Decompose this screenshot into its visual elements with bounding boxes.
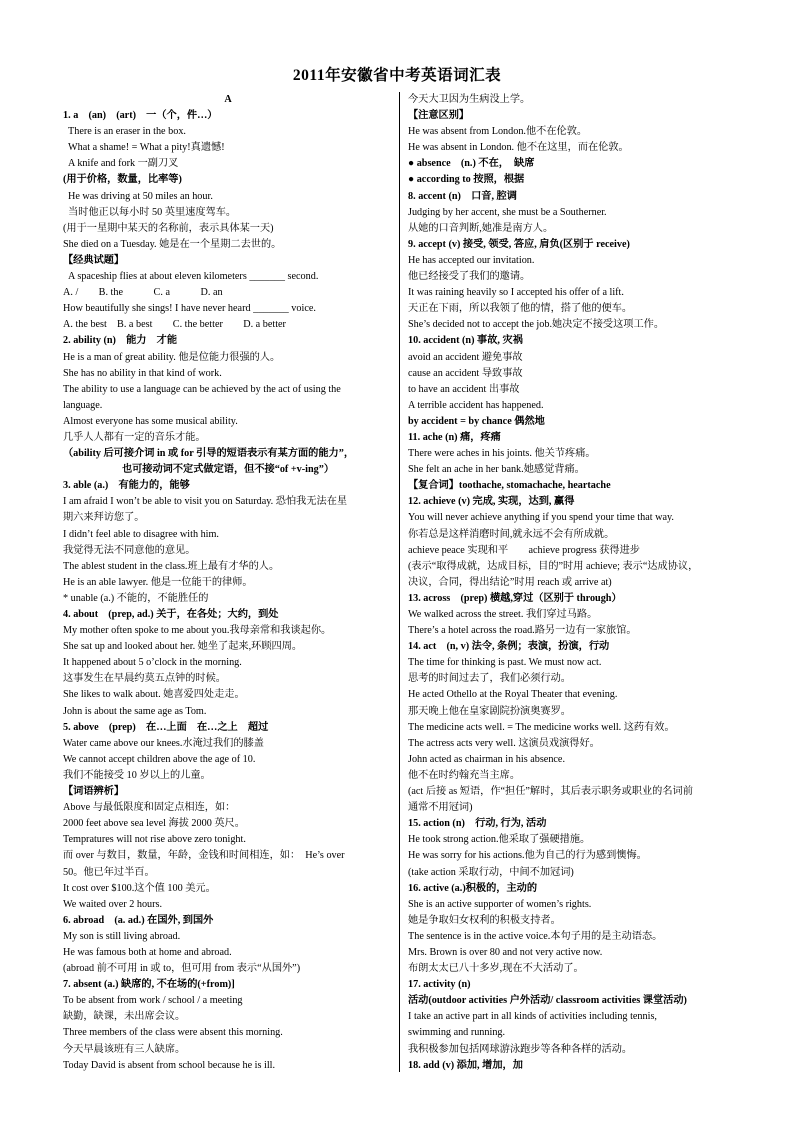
left-line: 6. abroad (a. ad.) 在国外, 到国外 [63, 914, 214, 926]
left-line: 50。他已年过半百。 [63, 866, 155, 878]
right-line: He was absent from London.他不在伦敦。 [408, 126, 588, 138]
right-line: He took strong action.他采取了强硬措施。 [408, 834, 591, 846]
right-column [408, 92, 733, 1074]
left-line: A. / B. the C. a D. an [63, 287, 223, 299]
right-line: 她是争取妇女权利的积极支持者。 [408, 914, 561, 926]
left-line: The ablest student in the class.班上最有才华的人。 [63, 560, 280, 572]
left-line: I didn’t feel able to disagree with him. [63, 528, 219, 540]
left-line: She died on a Tuesday. 她是在一个星期二去世的。 [63, 238, 282, 250]
right-line: 15. action (n) 行动, 行为, 活动 [408, 818, 547, 830]
right-line: 12. achieve (v) 完成, 实现，达到, 赢得 [408, 496, 575, 508]
left-line: A [224, 94, 232, 105]
right-line: by accident = by chance 偶然地 [408, 415, 545, 427]
left-line: 【词语辨析】 [63, 786, 125, 798]
left-line: 4. about (prep, ad.) 关于，在各处；大约，到处 [63, 609, 279, 620]
left-line: 期六来拜访您了。 [63, 512, 145, 524]
right-line: He acted Othello at the Royal Theater that evening. [408, 689, 618, 701]
left-line: 3. able (a.) 有能力的，能够 [63, 480, 190, 492]
left-line: Water came above our knees.水淹过我们的膝盖 [63, 737, 264, 749]
left-line: 这事发生在早晨约莫五点钟的时候。 [63, 673, 226, 685]
right-line: avoid an accident 避免事故 [408, 351, 523, 363]
left-line: We cannot accept children above the age of 10. [63, 753, 256, 765]
right-line: 我积极参加包括网球游泳跑步等各种各样的活动。 [408, 1043, 633, 1055]
right-line: We walked across the street. 我们穿过马路。 [408, 609, 598, 620]
right-line: 【复合词】toothache, stomachache, heartache [408, 480, 611, 492]
left-line: 【经典试题】 [63, 254, 125, 266]
right-line: 从她的口音判断,她准是南方人。 [408, 222, 554, 234]
right-line: 【注意区别】 [408, 110, 470, 122]
right-line: 16. active (a.)积极的，主动的 [408, 882, 538, 894]
left-line: He is a man of great ability. 他是位能力很强的人。 [63, 351, 281, 363]
left-line: 我觉得无法不同意他的意见。 [63, 544, 196, 556]
left-line: The ability to use a language can be achieved by the act of using the [63, 383, 341, 395]
right-line: 天正在下雨，所以我领了他的情，搭了他的便车。 [408, 303, 633, 315]
left-line: 今天早晨该班有三人缺席。 [63, 1043, 186, 1055]
left-line: 缺勤，缺课，未出席会议。 [63, 1011, 186, 1023]
right-line: It was raining heavily so I accepted his offer of a lift. [408, 287, 624, 299]
left-line: language. [63, 399, 103, 411]
left-line: How beautifully she sings! I have never heard _______ voice. [63, 303, 316, 315]
right-line: Mrs. Brown is over 80 and not very active now. [408, 946, 603, 958]
left-line: (用于一星期中某天的名称前，表示具体某一天) [63, 222, 274, 234]
left-line: 1. a (an) (art) 一（个，件…） [63, 110, 218, 122]
right-line: The medicine acts well. = The medicine works well. 这药有效。 [408, 721, 675, 733]
right-line: 17. activity (n) [408, 979, 471, 991]
right-line: 18. add (v) 添加, 增加，加 [408, 1059, 523, 1071]
left-line: My son is still living abroad. [63, 930, 181, 942]
right-line: 今天大卫因为生病没上学。 [408, 94, 531, 105]
left-line: She likes to walk about. 她喜爱四处走走。 [63, 689, 245, 701]
left-line: Three members of the class were absent this morning. [63, 1027, 283, 1039]
right-line: cause an accident 导致事故 [408, 367, 523, 379]
left-line: It cost over $100.这个值 100 美元。 [63, 882, 216, 894]
left-line: 几乎人人都有一定的音乐才能。 [63, 431, 206, 443]
left-line: I am afraid I won’t be able to visit you on Saturday. 恐怕我无法在星 [63, 496, 348, 508]
right-line: He was sorry for his actions.他为自己的行为感到懊悔。 [408, 850, 647, 862]
right-line: 决议，合同，得出结论”时用 reach 或 arrive at) [408, 576, 612, 588]
left-line: We waited over 2 hours. [63, 898, 163, 910]
right-line: achieve peace 实现和平 achieve progress 获得进步 [408, 544, 640, 556]
left-line: There is an eraser in the box. [68, 126, 186, 138]
right-line: to have an accident 出事故 [408, 383, 520, 395]
left-line: 当时他正以每小时 50 英里速度驾车。 [68, 206, 237, 218]
right-line: 通常不用冠词) [408, 802, 473, 814]
left-line: John is about the same age as Tom. [63, 705, 207, 717]
right-line: There’s a hotel across the road.路另一边有一家旅馆。 [408, 625, 637, 637]
left-line: 而 over 与数目，数量，年龄，金钱和时间相连，如： He’s over [63, 850, 345, 862]
right-line: ● absence (n.) 不在， 缺席 [408, 158, 535, 170]
right-line: 14. act (n, v) 法令, 条例；表演，扮演，行动 [408, 641, 610, 653]
right-line: John acted as chairman in his absence. [408, 753, 566, 765]
left-line: 7. absent (a.) 缺席的, 不在场的(+from)] [63, 979, 235, 991]
right-line: 11. ache (n) 痛，疼痛 [408, 431, 501, 443]
left-line: My mother often spoke to me about you.我母亲常和我谈起你。 [63, 625, 332, 637]
left-line: Tempratures will not rise above zero tonight. [63, 834, 246, 846]
right-line: She is an active supporter of women’s rights. [408, 898, 592, 910]
left-line: He was driving at 50 miles an hour. [68, 190, 213, 202]
left-line: 2000 feet above sea level 海拔 2000 英尺。 [63, 818, 245, 830]
left-line: A knife and fork 一副刀叉 [68, 158, 179, 170]
right-line: The actress acts very well. 这演员戏演得好。 [408, 737, 600, 749]
right-line: 思考的时间过去了，我们必须行动。 [408, 673, 571, 685]
right-line: 布朗太太已八十多岁,现在不大活动了。 [408, 963, 584, 975]
right-line: The time for thinking is past. We must now act. [408, 657, 602, 669]
right-line: I take an active part in all kinds of activities including tennis, [408, 1011, 657, 1023]
left-line: A. the best B. a best C. the better D. a better [63, 319, 286, 331]
left-line: 我们不能接受 10 岁以上的儿童。 [63, 769, 211, 781]
right-line: 9. accept (v) 接受, 领受, 答应, 肩负(区别于 receive) [408, 238, 630, 250]
left-line: (abroad 前不可用 in 或 to，但可用 from 表示“从国外”) [63, 963, 301, 975]
right-line: She felt an ache in her bank.她感觉背痛。 [408, 464, 585, 476]
right-line: swimming and running. [408, 1027, 506, 1039]
left-line: She has no ability in that kind of work. [63, 367, 222, 379]
column-divider [399, 92, 400, 1072]
left-line: It happened about 5 o’clock in the morning. [63, 657, 242, 669]
right-line: 你若总是这样消磨时间,就永远不会有所成就。 [408, 528, 615, 540]
left-line: He was famous both at home and abroad. [63, 946, 232, 958]
left-line: 也可接动词不定式做定语，但不接“of +v-ing”） [121, 464, 335, 476]
page-title: 2011年安徽省中考英语词汇表 [292, 67, 502, 84]
right-line: (表示“取得成就，达成目标，目的”时用 achieve; 表示“达成协议， [408, 560, 699, 572]
right-line: She’s decided not to accept the job.她决定不接受这项工作。 [408, 319, 665, 331]
right-line: 他已经接受了我们的邀请。 [408, 271, 531, 283]
right-line: (take action 采取行动，中间不加冠词) [408, 866, 574, 878]
right-line: He has accepted our invitation. [408, 254, 535, 266]
right-line: 活动(outdoor activities 户外活动/ classroom activities 课堂活动) [408, 995, 687, 1007]
right-line: A terrible accident has happened. [408, 399, 544, 411]
left-line: He is an able lawyer. 他是一位能干的律师。 [63, 576, 253, 588]
right-line: There were aches in his joints. 他关节疼痛。 [408, 448, 596, 460]
right-line: You will never achieve anything if you spend your time that way. [408, 512, 674, 524]
right-line: The sentence is in the active voice.本句子用的是主动语态。 [408, 930, 663, 942]
left-line: Almost everyone has some musical ability. [63, 415, 238, 427]
left-line: To be absent from work / school / a meeting [63, 995, 243, 1007]
left-line: 2. ability (n) 能力 才能 [63, 335, 178, 347]
right-line: 那天晚上他在皇家剧院扮演奥赛罗。 [408, 705, 571, 717]
right-line: He was absent in London. 他不在这里，而在伦敦。 [408, 142, 629, 154]
left-line: She sat up and looked about her. 她坐了起来,环顾四周。 [63, 641, 303, 653]
left-column [63, 92, 393, 1074]
right-line: 8. accent (n) 口音, 腔调 [408, 190, 517, 202]
right-line: (act 后接 as 短语，作“担任”解时，其后表示职务或职业的名词前 [408, 786, 693, 798]
left-line: A spaceship flies at about eleven kilometers _______ second. [68, 271, 319, 283]
right-line: ● according to 按照，根据 [408, 174, 525, 186]
left-line: Above 与最低限度和固定点相连，如： [63, 802, 236, 814]
left-line: （ability 后可接介词 in 或 for 引导的短语表示有某方面的能力”， [63, 448, 355, 460]
left-line: What a shame! = What a pity!真遗憾! [68, 142, 225, 154]
left-line: 5. above (prep) 在…上面 在…之上 超过 [63, 721, 269, 733]
right-line: Judging by her accent, she must be a Southerner. [408, 206, 607, 218]
right-line: 他不在时约翰充当主席。 [408, 769, 521, 781]
left-line: (用于价格，数量，比率等) [63, 174, 182, 186]
left-line: Today David is absent from school because he is ill. [63, 1059, 276, 1071]
left-line: * unable (a.) 不能的，不能胜任的 [63, 592, 209, 604]
right-line: 13. across (prep) 横越,穿过（区别于 through） [408, 592, 622, 604]
right-line: 10. accident (n) 事故, 灾祸 [408, 335, 523, 347]
